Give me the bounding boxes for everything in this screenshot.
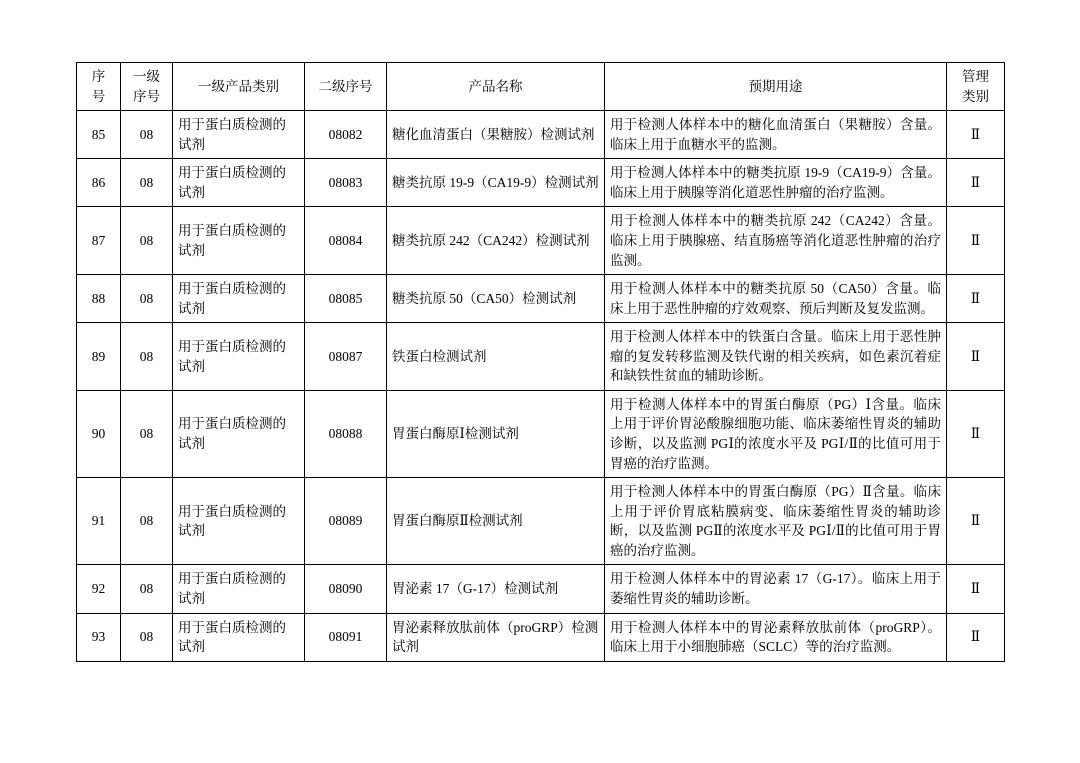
cell-level1-category: 用于蛋白质检测的试剂: [173, 478, 305, 565]
cell-management-class: Ⅱ: [947, 159, 1005, 207]
cell-level2-seq: 08091: [305, 613, 387, 661]
cell-product-name: 糖类抗原 19-9（CA19-9）检测试剂: [387, 159, 605, 207]
cell-product-name: 胃泌素 17（G-17）检测试剂: [387, 565, 605, 613]
cell-level2-seq: 08087: [305, 323, 387, 391]
cell-seq: 92: [77, 565, 121, 613]
cell-seq: 85: [77, 111, 121, 159]
table-row: [77, 613, 1005, 661]
column-header-seq-line1: 序: [91, 69, 106, 84]
cell-management-class: Ⅱ: [947, 111, 1005, 159]
cell-level1-seq: 08: [121, 207, 173, 275]
cell-level1-category: 用于蛋白质检测的试剂: [173, 275, 305, 323]
column-header-management-class-line1: 管理: [962, 69, 989, 84]
cell-level2-seq: 08089: [305, 478, 387, 565]
column-header-management-class-line2: 类别: [962, 88, 989, 104]
cell-level2-seq: 08084: [305, 207, 387, 275]
cell-intended-use: 用于检测人体样本中的糖类抗原 19-9（CA19-9）含量。临床上用于胰腺等消化道恶性肿瘤的治疗监测。: [605, 159, 947, 207]
cell-level1-category: 用于蛋白质检测的试剂: [173, 390, 305, 477]
cell-level1-seq: 08: [121, 565, 173, 613]
cell-intended-use: 用于检测人体样本中的糖类抗原 50（CA50）含量。临床上用于恶性肿瘤的疗效观察、预后判断及复发监测。: [605, 275, 947, 323]
cell-management-class: Ⅱ: [947, 565, 1005, 613]
table-row: [77, 275, 1005, 323]
cell-management-class: Ⅱ: [947, 275, 1005, 323]
cell-intended-use: 用于检测人体样本中的胃泌素 17（G-17）。临床上用于萎缩性胃炎的辅助诊断。: [605, 565, 947, 613]
cell-level2-seq: 08088: [305, 390, 387, 477]
table-header-row: [77, 63, 1005, 111]
cell-level1-seq: 08: [121, 390, 173, 477]
cell-level2-seq: 08085: [305, 275, 387, 323]
cell-level1-category: 用于蛋白质检测的试剂: [173, 565, 305, 613]
table-row: [77, 390, 1005, 477]
cell-management-class: Ⅱ: [947, 323, 1005, 391]
cell-seq: 91: [77, 478, 121, 565]
column-header-level1-category: 一级产品类别: [173, 63, 305, 111]
cell-level2-seq: 08082: [305, 111, 387, 159]
column-header-level1-seq: [121, 63, 173, 111]
table-row: [77, 159, 1005, 207]
cell-seq: 88: [77, 275, 121, 323]
cell-level1-category: 用于蛋白质检测的试剂: [173, 111, 305, 159]
table-row: [77, 323, 1005, 391]
cell-level1-seq: 08: [121, 159, 173, 207]
column-header-management-class: [947, 63, 1005, 111]
cell-level2-seq: 08083: [305, 159, 387, 207]
cell-level1-seq: 08: [121, 275, 173, 323]
cell-product-name: 糖类抗原 242（CA242）检测试剂: [387, 207, 605, 275]
cell-level1-category: 用于蛋白质检测的试剂: [173, 323, 305, 391]
cell-intended-use: 用于检测人体样本中的糖类抗原 242（CA242）含量。临床上用于胰腺癌、结直肠癌等消化道恶性肿瘤的治疗监测。: [605, 207, 947, 275]
cell-level1-category: 用于蛋白质检测的试剂: [173, 159, 305, 207]
cell-product-name: 糖类抗原 50（CA50）检测试剂: [387, 275, 605, 323]
table-container: [76, 62, 1004, 662]
cell-product-name: 铁蛋白检测试剂: [387, 323, 605, 391]
cell-seq: 89: [77, 323, 121, 391]
table-row: [77, 565, 1005, 613]
column-header-level1-seq-line2: 序号: [133, 88, 160, 104]
cell-product-name: 胃蛋白酶原Ⅰ检测试剂: [387, 390, 605, 477]
column-header-intended-use: 预期用途: [605, 63, 947, 111]
cell-management-class: Ⅱ: [947, 390, 1005, 477]
column-header-level2-seq: 二级序号: [305, 63, 387, 111]
table-row: [77, 478, 1005, 565]
cell-seq: 87: [77, 207, 121, 275]
cell-level1-category: 用于蛋白质检测的试剂: [173, 207, 305, 275]
product-classification-table: [76, 62, 1005, 662]
cell-level1-seq: 08: [121, 111, 173, 159]
cell-seq: 93: [77, 613, 121, 661]
cell-product-name: 胃蛋白酶原Ⅱ检测试剂: [387, 478, 605, 565]
column-header-product-name: 产品名称: [387, 63, 605, 111]
cell-intended-use: 用于检测人体样本中的铁蛋白含量。临床上用于恶性肿瘤的复发转移监测及铁代谢的相关疾病，如色素沉着症和缺铁性贫血的辅助诊断。: [605, 323, 947, 391]
cell-seq: 90: [77, 390, 121, 477]
cell-level1-category: 用于蛋白质检测的试剂: [173, 613, 305, 661]
cell-management-class: Ⅱ: [947, 478, 1005, 565]
column-header-seq: [77, 63, 121, 111]
cell-level2-seq: 08090: [305, 565, 387, 613]
cell-seq: 86: [77, 159, 121, 207]
cell-intended-use: 用于检测人体样本中的胃蛋白酶原（PG）Ⅱ含量。临床上用于评价胃底粘膜病变、临床萎缩性胃炎的辅助诊断，以及监测 PGⅡ的浓度水平及 PGⅠ/Ⅱ的比值可用于胃癌的治疗监测。: [605, 478, 947, 565]
cell-intended-use: 用于检测人体样本中的胃泌素释放肽前体（proGRP）。临床上用于小细胞肺癌（SCLC）等的治疗监测。: [605, 613, 947, 661]
table-row: [77, 111, 1005, 159]
cell-level1-seq: 08: [121, 323, 173, 391]
column-header-seq-line2: 号: [91, 88, 106, 104]
cell-intended-use: 用于检测人体样本中的胃蛋白酶原（PG）Ⅰ含量。临床上用于评价胃泌酸腺细胞功能、临床萎缩性胃炎的辅助诊断，以及监测 PGⅠ的浓度水平及 PGⅠ/Ⅱ的比值可用于胃癌的治疗监测。: [605, 390, 947, 477]
cell-product-name: 糖化血清蛋白（果糖胺）检测试剂: [387, 111, 605, 159]
cell-intended-use: 用于检测人体样本中的糖化血清蛋白（果糖胺）含量。临床上用于血糖水平的监测。: [605, 111, 947, 159]
cell-management-class: Ⅱ: [947, 613, 1005, 661]
cell-level1-seq: 08: [121, 613, 173, 661]
column-header-level1-seq-line1: 一级: [133, 69, 160, 84]
cell-management-class: Ⅱ: [947, 207, 1005, 275]
cell-product-name: 胃泌素释放肽前体（proGRP）检测试剂: [387, 613, 605, 661]
cell-level1-seq: 08: [121, 478, 173, 565]
table-row: [77, 207, 1005, 275]
table-header: [77, 63, 1005, 111]
table-body: [77, 111, 1005, 662]
